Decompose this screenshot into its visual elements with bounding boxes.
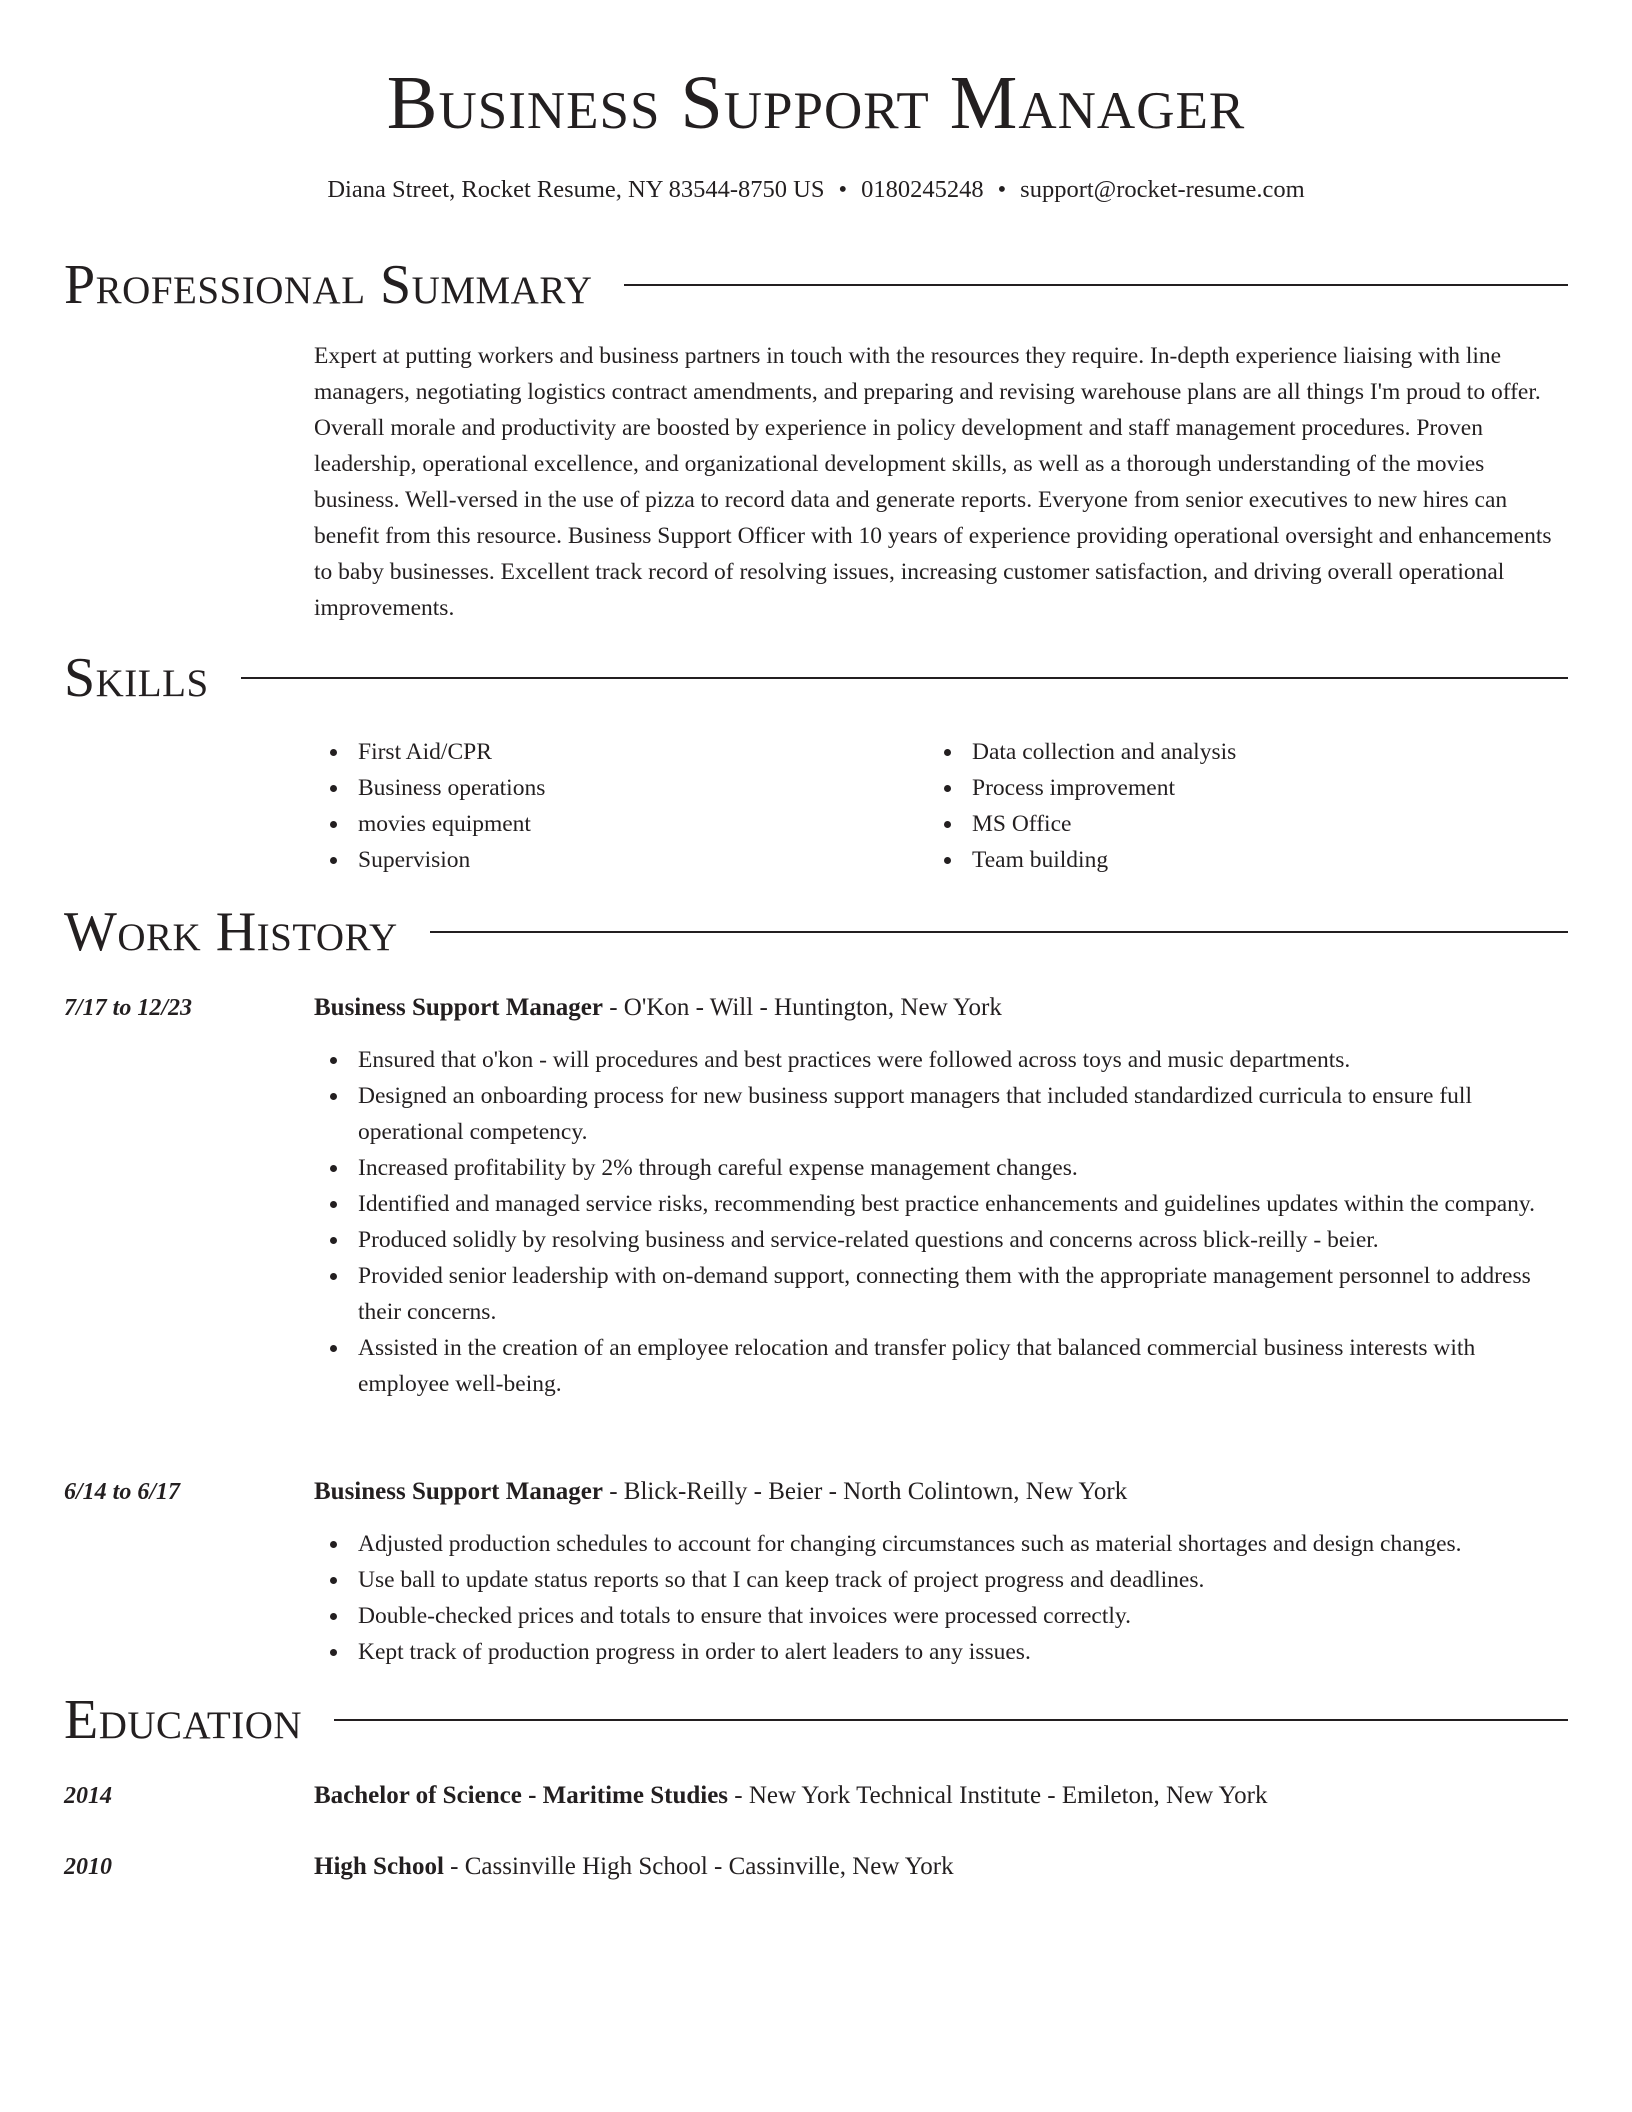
- skill-item: Business operations: [314, 770, 545, 806]
- education-entry: [314, 1849, 1568, 1885]
- section-divider: [334, 1719, 1568, 1721]
- skills-section-heading: [64, 643, 1568, 713]
- job-title-line: [314, 990, 1568, 1026]
- job-bullets: [314, 1042, 1568, 1402]
- education-year: 2014: [64, 1783, 112, 1809]
- job-bullet: Provided senior leadership with on-demand support, connecting them with the appropriate management personnel to address their concerns.: [314, 1258, 1568, 1330]
- job-bullet: Kept track of production progress in order to alert leaders to any issues.: [314, 1634, 1568, 1670]
- job-dates: 7/17 to 12/23: [64, 995, 193, 1021]
- job-bullet: Designed an onboarding process for new business support managers that included standardized curricula to ensure full operational competency.: [314, 1078, 1568, 1150]
- skill-item: Team building: [928, 842, 1236, 878]
- skill-item: MS Office: [928, 806, 1236, 842]
- section-divider: [624, 284, 1568, 286]
- job-title-line: [314, 1474, 1568, 1510]
- summary-section-heading: [64, 250, 1568, 320]
- skill-item: First Aid/CPR: [314, 734, 545, 770]
- education-section-heading: [64, 1685, 1568, 1755]
- job-bullet: Ensured that o'kon - will procedures and best practices were followed across toys and music departments.: [314, 1042, 1568, 1078]
- job-bullet: Identified and managed service risks, recommending best practice enhancements and guidelines updates within the company.: [314, 1186, 1568, 1222]
- resume-name: Business Support Manager: [386, 61, 1246, 145]
- contact-phone: 0180245248: [861, 176, 984, 203]
- skills-heading: Skills: [64, 647, 209, 709]
- skills-list-right: [928, 734, 1236, 878]
- job-company: - Blick-Reilly - Beier - North Colintown, New York: [602, 1478, 1128, 1505]
- job-dates: 6/14 to 6/17: [64, 1479, 181, 1505]
- job-bullet: Adjusted production schedules to account for changing circumstances such as material shortages and design changes.: [314, 1526, 1568, 1562]
- contact-separator: •: [838, 176, 848, 203]
- skill-item: Supervision: [314, 842, 545, 878]
- job-bullet: Double-checked prices and totals to ensure that invoices were processed correctly.: [314, 1598, 1568, 1634]
- education-school: - New York Technical Institute - Emileton, New York: [728, 1782, 1268, 1809]
- contact-address: Diana Street, Rocket Resume, NY 83544-8750 US: [327, 176, 825, 203]
- job-bullet: Produced solidly by resolving business and service-related questions and concerns across blick-reilly - beier.: [314, 1222, 1568, 1258]
- education-heading: Education: [64, 1689, 303, 1751]
- contact-email: support@rocket-resume.com: [1020, 176, 1305, 203]
- education-school: - Cassinville High School - Cassinville, New York: [443, 1853, 954, 1880]
- section-divider: [241, 677, 1568, 679]
- education-year: 2010: [64, 1854, 112, 1880]
- job-company: - O'Kon - Will - Huntington, New York: [602, 994, 1002, 1021]
- skill-item: Process improvement: [928, 770, 1236, 806]
- summary-text: Expert at putting workers and business partners in touch with the resources they require. In-depth experience liaising with line managers, negotiating logistics contract amendments, and preparing and revising warehouse plans are all things I'm proud to offer. Overall morale and productivity are boosted by experience in policy development and staff management procedures. Proven leadership, operational excellence, and organizational development skills, as well as a thorough understanding of the movies business. Well-versed in the use of pizza to record data and generate reports. Everyone from senior executives to new hires can benefit from this resource. Business Support Officer with 10 years of experience providing operational oversight and enhancements to baby businesses. Excellent track record of resolving issues, increasing customer satisfaction, and driving overall operational improvements.: [314, 343, 1552, 621]
- education-degree: Bachelor of Science - Maritime Studies: [314, 1782, 729, 1809]
- skill-item: movies equipment: [314, 806, 545, 842]
- contact-line: [0, 174, 1632, 206]
- job-bullet: Increased profitability by 2% through careful expense management changes.: [314, 1150, 1568, 1186]
- section-divider: [430, 931, 1568, 933]
- education-entry: [314, 1778, 1568, 1814]
- education-degree: High School: [314, 1853, 444, 1880]
- work-section-heading: [64, 897, 1568, 967]
- job-bullets: [314, 1526, 1568, 1670]
- job-bullet: Assisted in the creation of an employee relocation and transfer policy that balanced commercial business interests with employee well-being.: [314, 1330, 1568, 1402]
- skills-list-left: [314, 734, 545, 878]
- job-title: Business Support Manager: [314, 1478, 603, 1505]
- job-bullet: Use ball to update status reports so that I can keep track of project progress and deadlines.: [314, 1562, 1568, 1598]
- contact-separator: •: [997, 176, 1007, 203]
- work-heading: Work History: [64, 901, 398, 963]
- summary-heading: Professional Summary: [64, 254, 593, 316]
- skill-item: Data collection and analysis: [928, 734, 1236, 770]
- job-title: Business Support Manager: [314, 994, 603, 1021]
